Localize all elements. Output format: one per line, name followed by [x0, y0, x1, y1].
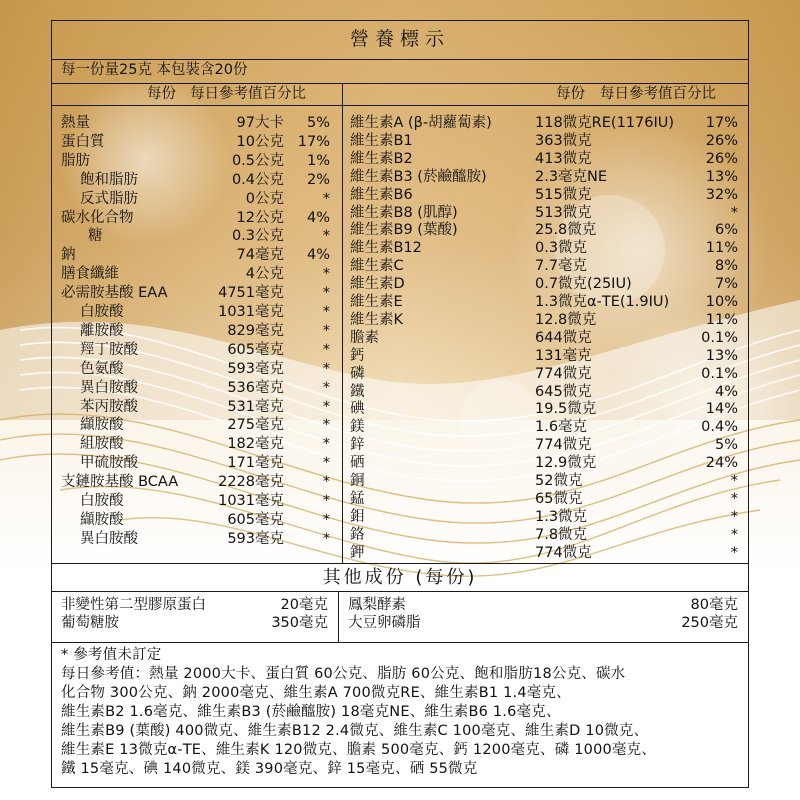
nutrient-amount: 12.9微克 — [535, 455, 597, 472]
footnote: 化合物 300公克、鈉 2000毫克、維生素A 700微克RE、維生素B1 1.4毫克、 — [61, 685, 571, 701]
nutrient-amount: 605毫克 — [227, 341, 284, 358]
nutrient-amount: 515微克 — [535, 186, 592, 203]
nutrient-name: 白胺酸 — [80, 493, 124, 509]
nutrient-dv: * — [322, 379, 330, 396]
nutrient-amount: 19.5微克 — [535, 401, 597, 418]
serving-size: 每一份量25克 本包裝含20份 — [61, 62, 248, 78]
nutrient-dv: * — [730, 490, 738, 507]
nutrient-name: 組胺酸 — [80, 436, 124, 453]
nutrient-amount: 593毫克 — [227, 530, 284, 547]
nutrient-name: 異白胺酸 — [80, 379, 138, 396]
other-left-amount: 20毫克 — [280, 597, 328, 613]
nutrient-name: 纈胺酸 — [80, 417, 124, 434]
other-ingredients-title: 其他成份 (每份) — [322, 567, 478, 588]
nutrient-dv: 11% — [705, 240, 738, 257]
nutrient-dv: * — [322, 322, 330, 339]
divider — [51, 591, 749, 592]
divider — [51, 563, 749, 564]
nutrient-name: 維生素A (β-胡蘿蔔素) — [350, 115, 492, 131]
nutrient-name: 維生素D — [350, 276, 405, 293]
nutrient-dv: 4% — [714, 383, 738, 400]
nutrient-name: 白胺酸 — [80, 304, 124, 320]
nutrient-amount: 10公克 — [236, 133, 284, 150]
nutrient-dv: * — [322, 285, 330, 302]
nutrient-dv: 13% — [705, 168, 738, 185]
footnote: 維生素B9 (葉酸) 400微克、維生素B12 2.4微克、維生素C 100毫克、維生素D 10微克、 — [61, 723, 649, 739]
nutrient-name: 鋅 — [350, 437, 365, 454]
nutrient-name: 鈣 — [350, 347, 365, 364]
nutrient-name: 甲硫胺酸 — [80, 455, 138, 472]
nutrient-amount: 118微克RE(1176IU) — [535, 115, 675, 131]
nutrient-amount: 182毫克 — [227, 436, 284, 453]
nutrient-dv: 17% — [705, 115, 738, 131]
nutrient-name: 維生素B12 — [350, 240, 422, 257]
nutrient-name: 苯丙胺酸 — [80, 398, 138, 415]
nutrient-dv: * — [322, 511, 330, 528]
nutrient-dv: * — [322, 398, 330, 415]
nutrient-amount: 1.3微克 — [535, 508, 588, 525]
nutrient-amount: 4751毫克 — [218, 285, 284, 302]
nutrient-name: 膽素 — [350, 329, 379, 346]
nutrient-dv: 6% — [714, 222, 738, 239]
nutrient-dv: 26% — [705, 150, 738, 167]
nutrient-dv: 4% — [306, 247, 330, 264]
nutrient-dv: * — [322, 341, 330, 358]
nutrient-amount: 413微克 — [535, 150, 592, 167]
other-right-amount: 250毫克 — [681, 615, 738, 631]
nutrient-amount: 513微克 — [535, 204, 592, 221]
nutrient-dv: * — [730, 473, 738, 489]
nutrient-dv: 1% — [306, 152, 330, 169]
nutrient-amount: 774微克 — [535, 365, 592, 382]
nutrient-amount: 645微克 — [535, 383, 592, 400]
nutrient-name: 碳水化合物 — [61, 209, 134, 226]
nutrient-dv: 26% — [705, 132, 738, 149]
nutrient-dv: 10% — [705, 294, 738, 310]
nutrient-amount: 12.8微克 — [535, 311, 597, 328]
nutrient-amount: 829毫克 — [227, 322, 284, 339]
nutrient-amount: 1.3微克α-TE(1.9IU) — [535, 294, 670, 310]
nutrient-name: 鐵 — [350, 383, 365, 400]
right-header-dv: 每日參考值百分比 — [600, 86, 716, 102]
left-header-per-serving: 每份 — [147, 86, 176, 102]
nutrient-amount: 0公克 — [245, 190, 284, 207]
footnote: 維生素B2 1.6毫克、維生素B3 (菸鹼醯胺) 18毫克NE、維生素B6 1.6毫克、 — [61, 704, 561, 720]
nutrient-dv: * — [322, 455, 330, 472]
divider — [51, 83, 749, 84]
nutrient-dv: * — [322, 493, 330, 509]
nutrient-dv: 32% — [705, 186, 738, 203]
nutrient-name: 羥丁胺酸 — [80, 341, 138, 358]
footnote: 維生素E 13微克α-TE、維生素K 120微克、膽素 500毫克、鈣 1200毫克、磷 1000毫克、 — [61, 742, 657, 758]
nutrient-dv: * — [322, 304, 330, 320]
nutrient-amount: 363微克 — [535, 132, 592, 149]
nutrient-amount: 2228毫克 — [218, 474, 284, 491]
nutrient-amount: 12公克 — [236, 209, 284, 226]
nutrient-name: 維生素C — [350, 258, 404, 275]
divider — [51, 59, 749, 60]
nutrient-dv: 24% — [705, 455, 738, 472]
nutrient-name: 色氨酸 — [80, 360, 124, 377]
nutrient-dv: 4% — [306, 209, 330, 226]
nutrient-dv: 0.1% — [701, 329, 738, 346]
nutrient-amount: 52微克 — [535, 473, 583, 489]
nutrient-dv: * — [322, 530, 330, 547]
other-right-amount: 80毫克 — [690, 597, 738, 613]
nutrient-name: 鎂 — [350, 419, 365, 436]
nutrient-dv: 0.4% — [701, 419, 738, 436]
nutrient-amount: 644微克 — [535, 329, 592, 346]
label-title: 營養標示 — [349, 28, 450, 50]
nutrient-dv: 5% — [306, 115, 330, 131]
nutrient-dv: * — [322, 228, 330, 245]
nutrient-name: 蛋白質 — [61, 133, 105, 150]
nutrient-dv: 2% — [306, 171, 330, 188]
nutrient-amount: 774微克 — [535, 437, 592, 454]
nutrient-amount: 1031毫克 — [218, 493, 284, 509]
nutrient-dv: 7% — [714, 276, 738, 293]
nutrient-amount: 0.5公克 — [231, 152, 284, 169]
nutrient-dv: * — [322, 417, 330, 434]
divider — [51, 642, 749, 643]
footnote: 每日參考值：熱量 2000大卡、蛋白質 60公克、脂肪 60公克、飽和脂肪18公克、碳水 — [61, 666, 626, 682]
nutrient-name: 銅 — [350, 473, 365, 489]
nutrient-dv: 13% — [705, 347, 738, 364]
nutrient-amount: 2.3毫克NE — [535, 168, 608, 185]
other-left-name: 非變性第二型膠原蛋白 — [61, 597, 206, 613]
nutrient-amount: 774微克 — [535, 544, 592, 561]
column-divider — [338, 591, 339, 642]
nutrient-dv: 5% — [714, 437, 738, 454]
nutrient-amount: 275毫克 — [227, 417, 284, 434]
nutrient-name: 異白胺酸 — [80, 530, 138, 547]
footnote: 鐵 15毫克、碘 140微克、鎂 390毫克、鋅 15毫克、硒 55微克 — [61, 761, 478, 777]
nutrient-name: 硒 — [350, 455, 365, 472]
nutrient-name: 維生素B9 (葉酸) — [350, 222, 458, 239]
other-right-name: 大豆卵磷脂 — [348, 615, 421, 631]
nutrient-name: 脂肪 — [61, 152, 90, 169]
other-left-amount: 350毫克 — [271, 615, 328, 631]
nutrient-name: 維生素E — [350, 294, 403, 310]
nutrient-name: 鉀 — [350, 544, 365, 561]
left-header-dv: 每日參考值百分比 — [190, 86, 306, 102]
nutrient-amount: 131毫克 — [535, 347, 592, 364]
nutrient-name: 鉬 — [350, 508, 365, 525]
nutrient-name: 熱量 — [61, 115, 90, 131]
nutrient-amount: 1031毫克 — [218, 304, 284, 320]
nutrient-name: 必需胺基酸 EAA — [61, 285, 168, 302]
nutrient-amount: 0.3公克 — [231, 228, 284, 245]
nutrient-name: 維生素B2 — [350, 150, 413, 167]
nutrient-dv: * — [322, 190, 330, 207]
nutrient-amount: 0.4公克 — [231, 171, 284, 188]
nutrient-name: 鈉 — [61, 247, 76, 264]
nutrient-name: 飽和脂肪 — [80, 171, 138, 188]
nutrient-name: 鉻 — [350, 526, 365, 543]
divider — [51, 105, 749, 106]
nutrient-name: 碘 — [350, 401, 365, 418]
nutrient-amount: 7.8微克 — [535, 526, 588, 543]
nutrient-dv: * — [730, 204, 738, 221]
other-left-name: 葡萄糖胺 — [61, 615, 119, 631]
nutrient-amount: 97大卡 — [236, 115, 284, 131]
nutrient-name: 離胺酸 — [80, 322, 124, 339]
nutrient-amount: 25.8微克 — [535, 222, 597, 239]
nutrient-dv: 0.1% — [701, 365, 738, 382]
nutrient-amount: 7.7毫克 — [535, 258, 588, 275]
column-divider — [342, 83, 343, 563]
other-right-name: 鳳梨酵素 — [348, 597, 406, 613]
footnote: * 參考值未訂定 — [61, 647, 162, 663]
nutrient-amount: 536毫克 — [227, 379, 284, 396]
nutrient-name: 糖 — [88, 228, 103, 245]
nutrient-amount: 65微克 — [535, 490, 583, 507]
nutrient-amount: 4公克 — [245, 266, 284, 283]
nutrient-dv: * — [730, 526, 738, 543]
nutrient-amount: 0.3微克 — [535, 240, 588, 257]
nutrient-name: 磷 — [350, 365, 365, 382]
nutrient-amount: 171毫克 — [227, 455, 284, 472]
nutrient-name: 膳食纖維 — [61, 266, 119, 283]
nutrient-amount: 1.6毫克 — [535, 419, 588, 436]
nutrient-amount: 593毫克 — [227, 360, 284, 377]
nutrient-amount: 74毫克 — [236, 247, 284, 264]
nutrient-name: 維生素B8 (肌醇) — [350, 204, 458, 221]
nutrient-amount: 0.7微克(25IU) — [535, 276, 632, 293]
nutrient-dv: 14% — [705, 401, 738, 418]
nutrient-amount: 605毫克 — [227, 511, 284, 528]
nutrient-name: 支鏈胺基酸 BCAA — [61, 474, 179, 491]
nutrient-dv: * — [322, 436, 330, 453]
nutrient-name: 維生素B6 — [350, 186, 413, 203]
nutrient-dv: * — [730, 508, 738, 525]
nutrient-name: 錳 — [350, 490, 365, 507]
nutrient-name: 反式脂肪 — [80, 190, 138, 207]
nutrient-dv: 8% — [714, 258, 738, 275]
nutrient-name: 維生素B3 (菸鹼醯胺) — [350, 168, 487, 185]
nutrient-dv: * — [322, 474, 330, 491]
nutrient-dv: 11% — [705, 311, 738, 328]
nutrient-dv: 17% — [297, 133, 330, 150]
nutrient-name: 纈胺酸 — [80, 511, 124, 528]
nutrient-name: 維生素K — [350, 311, 404, 328]
right-header-per-serving: 每份 — [556, 86, 585, 102]
nutrient-dv: * — [322, 360, 330, 377]
nutrient-dv: * — [322, 266, 330, 283]
nutrient-dv: * — [730, 544, 738, 561]
nutrient-name: 維生素B1 — [350, 132, 413, 149]
nutrient-amount: 531毫克 — [227, 398, 284, 415]
